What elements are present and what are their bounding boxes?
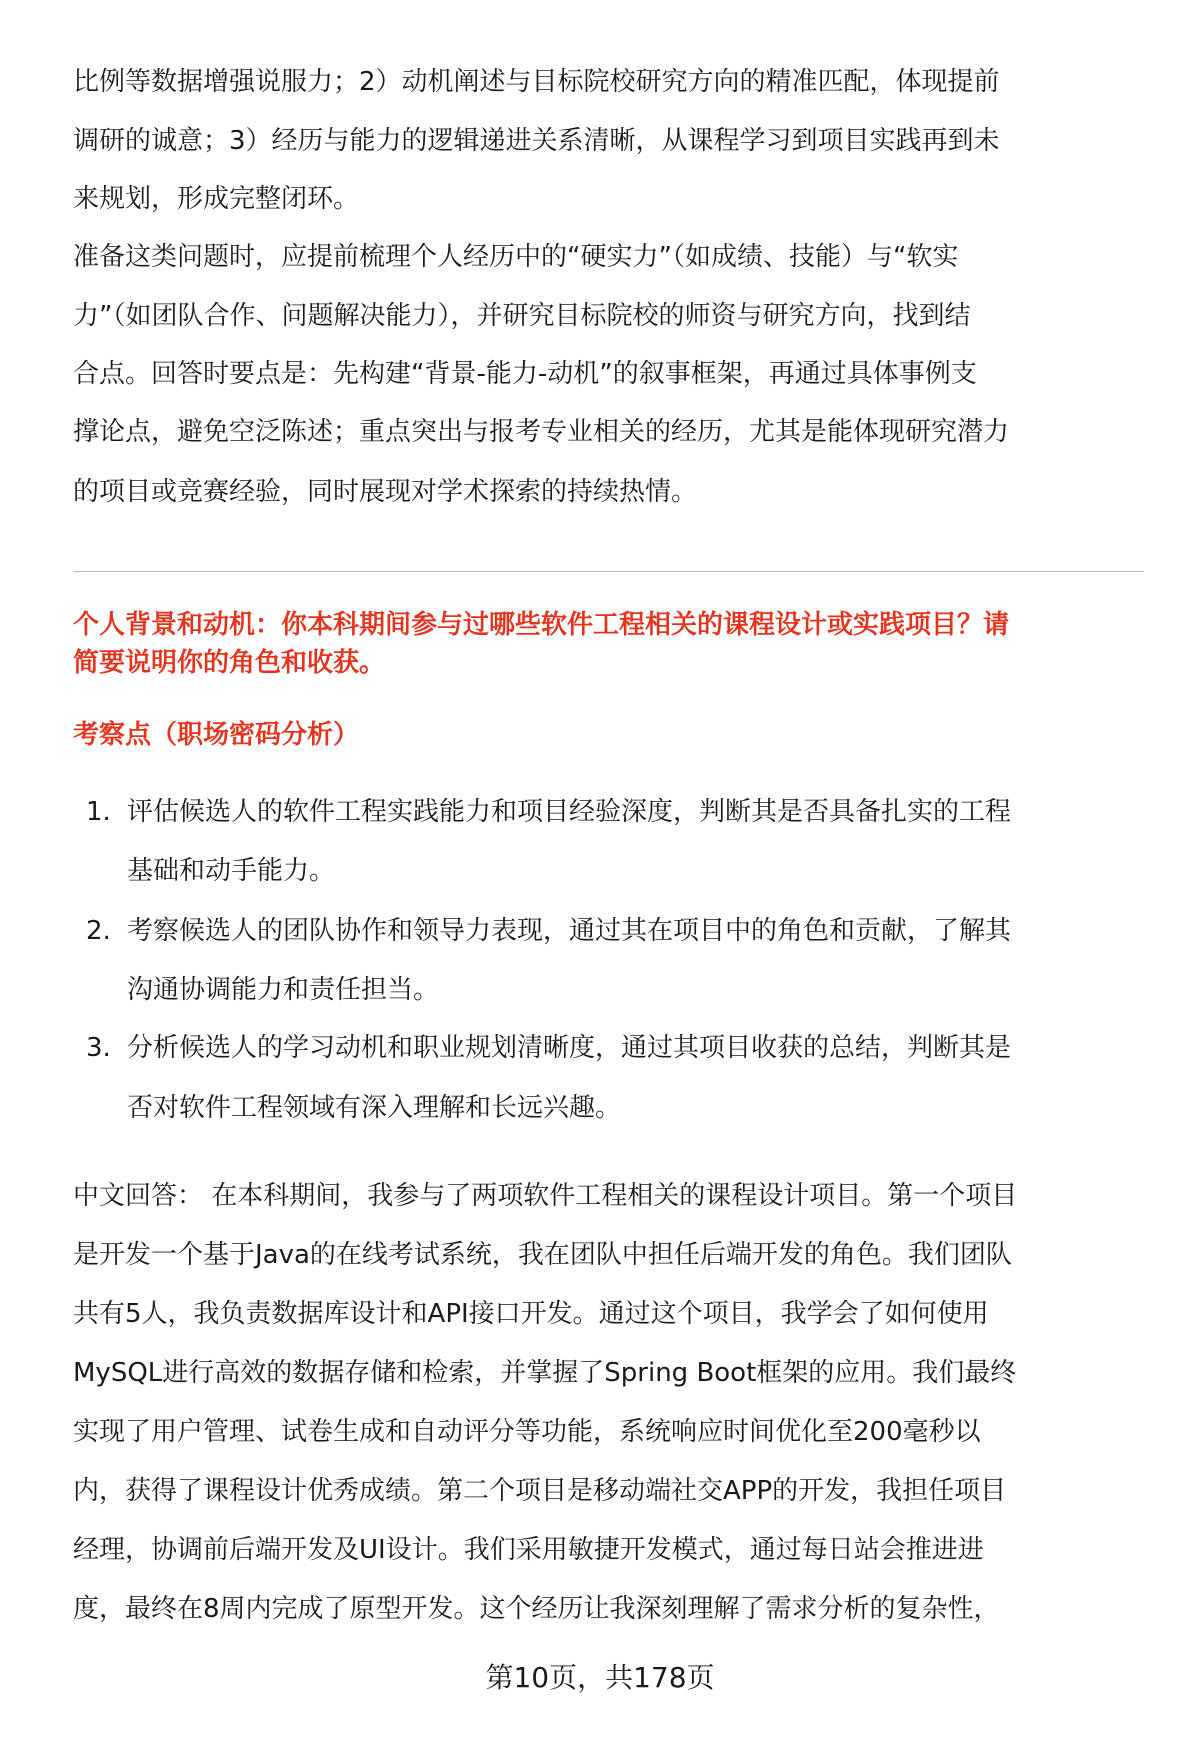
text-line: 考察候选人的团队协作和领导力表现，通过其在项目中的角色和贡献，了解其: [127, 916, 1012, 946]
text-line: 的项目或竞赛经验，同时展现对学术探索的持续热情。: [73, 477, 698, 507]
text-line: 度，最终在8周内完成了原型开发。这个经历让我深刻理解了需求分析的复杂性，: [73, 1594, 1000, 1624]
text-line: 中文回答： 在本科期间，我参与了两项软件工程相关的课程设计项目。第一个项目: [73, 1181, 1018, 1211]
exam-points-title: 考察点（职场密码分析）: [73, 720, 360, 750]
text-line: 力”（如团队合作、问题解决能力），并研究目标院校的师资与研究方向，找到结: [73, 301, 971, 331]
text-line: 经理，协调前后端开发及UI设计。我们采用敏捷开发模式，通过每日站会推进进: [73, 1535, 984, 1565]
page-number: 第10页，共178页: [485, 1661, 715, 1694]
text-line: 否对软件工程领域有深入理解和长远兴趣。: [127, 1093, 622, 1123]
question-line: 简要说明你的角色和收获。: [73, 648, 386, 678]
text-line: 共有5人，我负责数据库设计和API接口开发。通过这个项目，我学会了如何使用: [73, 1299, 989, 1329]
section-divider: [73, 571, 1144, 572]
text-line: 沟通协调能力和责任担当。: [127, 975, 440, 1005]
text-line: 是开发一个基于Java的在线考试系统，我在团队中担任后端开发的角色。我们团队: [73, 1240, 1012, 1270]
text-line: 来规划，形成完整闭环。: [73, 184, 360, 214]
list-number: 1.: [86, 797, 111, 827]
text-line: 基础和动手能力。: [127, 856, 336, 886]
text-line: 评估候选人的软件工程实践能力和项目经验深度，判断其是否具备扎实的工程: [127, 797, 1012, 827]
text-line: 撑论点，避免空泛陈述；重点突出与报考专业相关的经历，尤其是能体现研究潜力: [73, 417, 1010, 447]
text-line: 调研的诚意；3）经历与能力的逻辑递进关系清晰，从课程学习到项目实践再到未: [73, 126, 1000, 156]
text-line: 比例等数据增强说服力；2）动机阐述与目标院校研究方向的精准匹配，体现提前: [73, 67, 1000, 97]
text-line: 实现了用户管理、试卷生成和自动评分等功能，系统响应时间优化至200毫秒以: [73, 1417, 981, 1447]
list-number: 2.: [86, 916, 111, 946]
text-line: 准备这类问题时，应提前梳理个人经历中的“硬实力”（如成绩、技能）与“软实: [73, 242, 959, 272]
text-line: 合点。回答时要点是：先构建“背景-能力-动机”的叙事框架，再通过具体事例支: [73, 359, 977, 389]
question-line: 个人背景和动机：你本科期间参与过哪些软件工程相关的课程设计或实践项目？请: [73, 610, 1010, 640]
text-line: MySQL进行高效的数据存储和检索，并掌握了Spring Boot框架的应用。我们最终: [73, 1358, 1017, 1388]
text-line: 分析候选人的学习动机和职业规划清晰度，通过其项目收获的总结，判断其是: [127, 1033, 1012, 1063]
text-line: 内，获得了课程设计优秀成绩。第二个项目是移动端社交APP的开发，我担任项目: [73, 1476, 1007, 1506]
list-number: 3.: [86, 1033, 111, 1063]
